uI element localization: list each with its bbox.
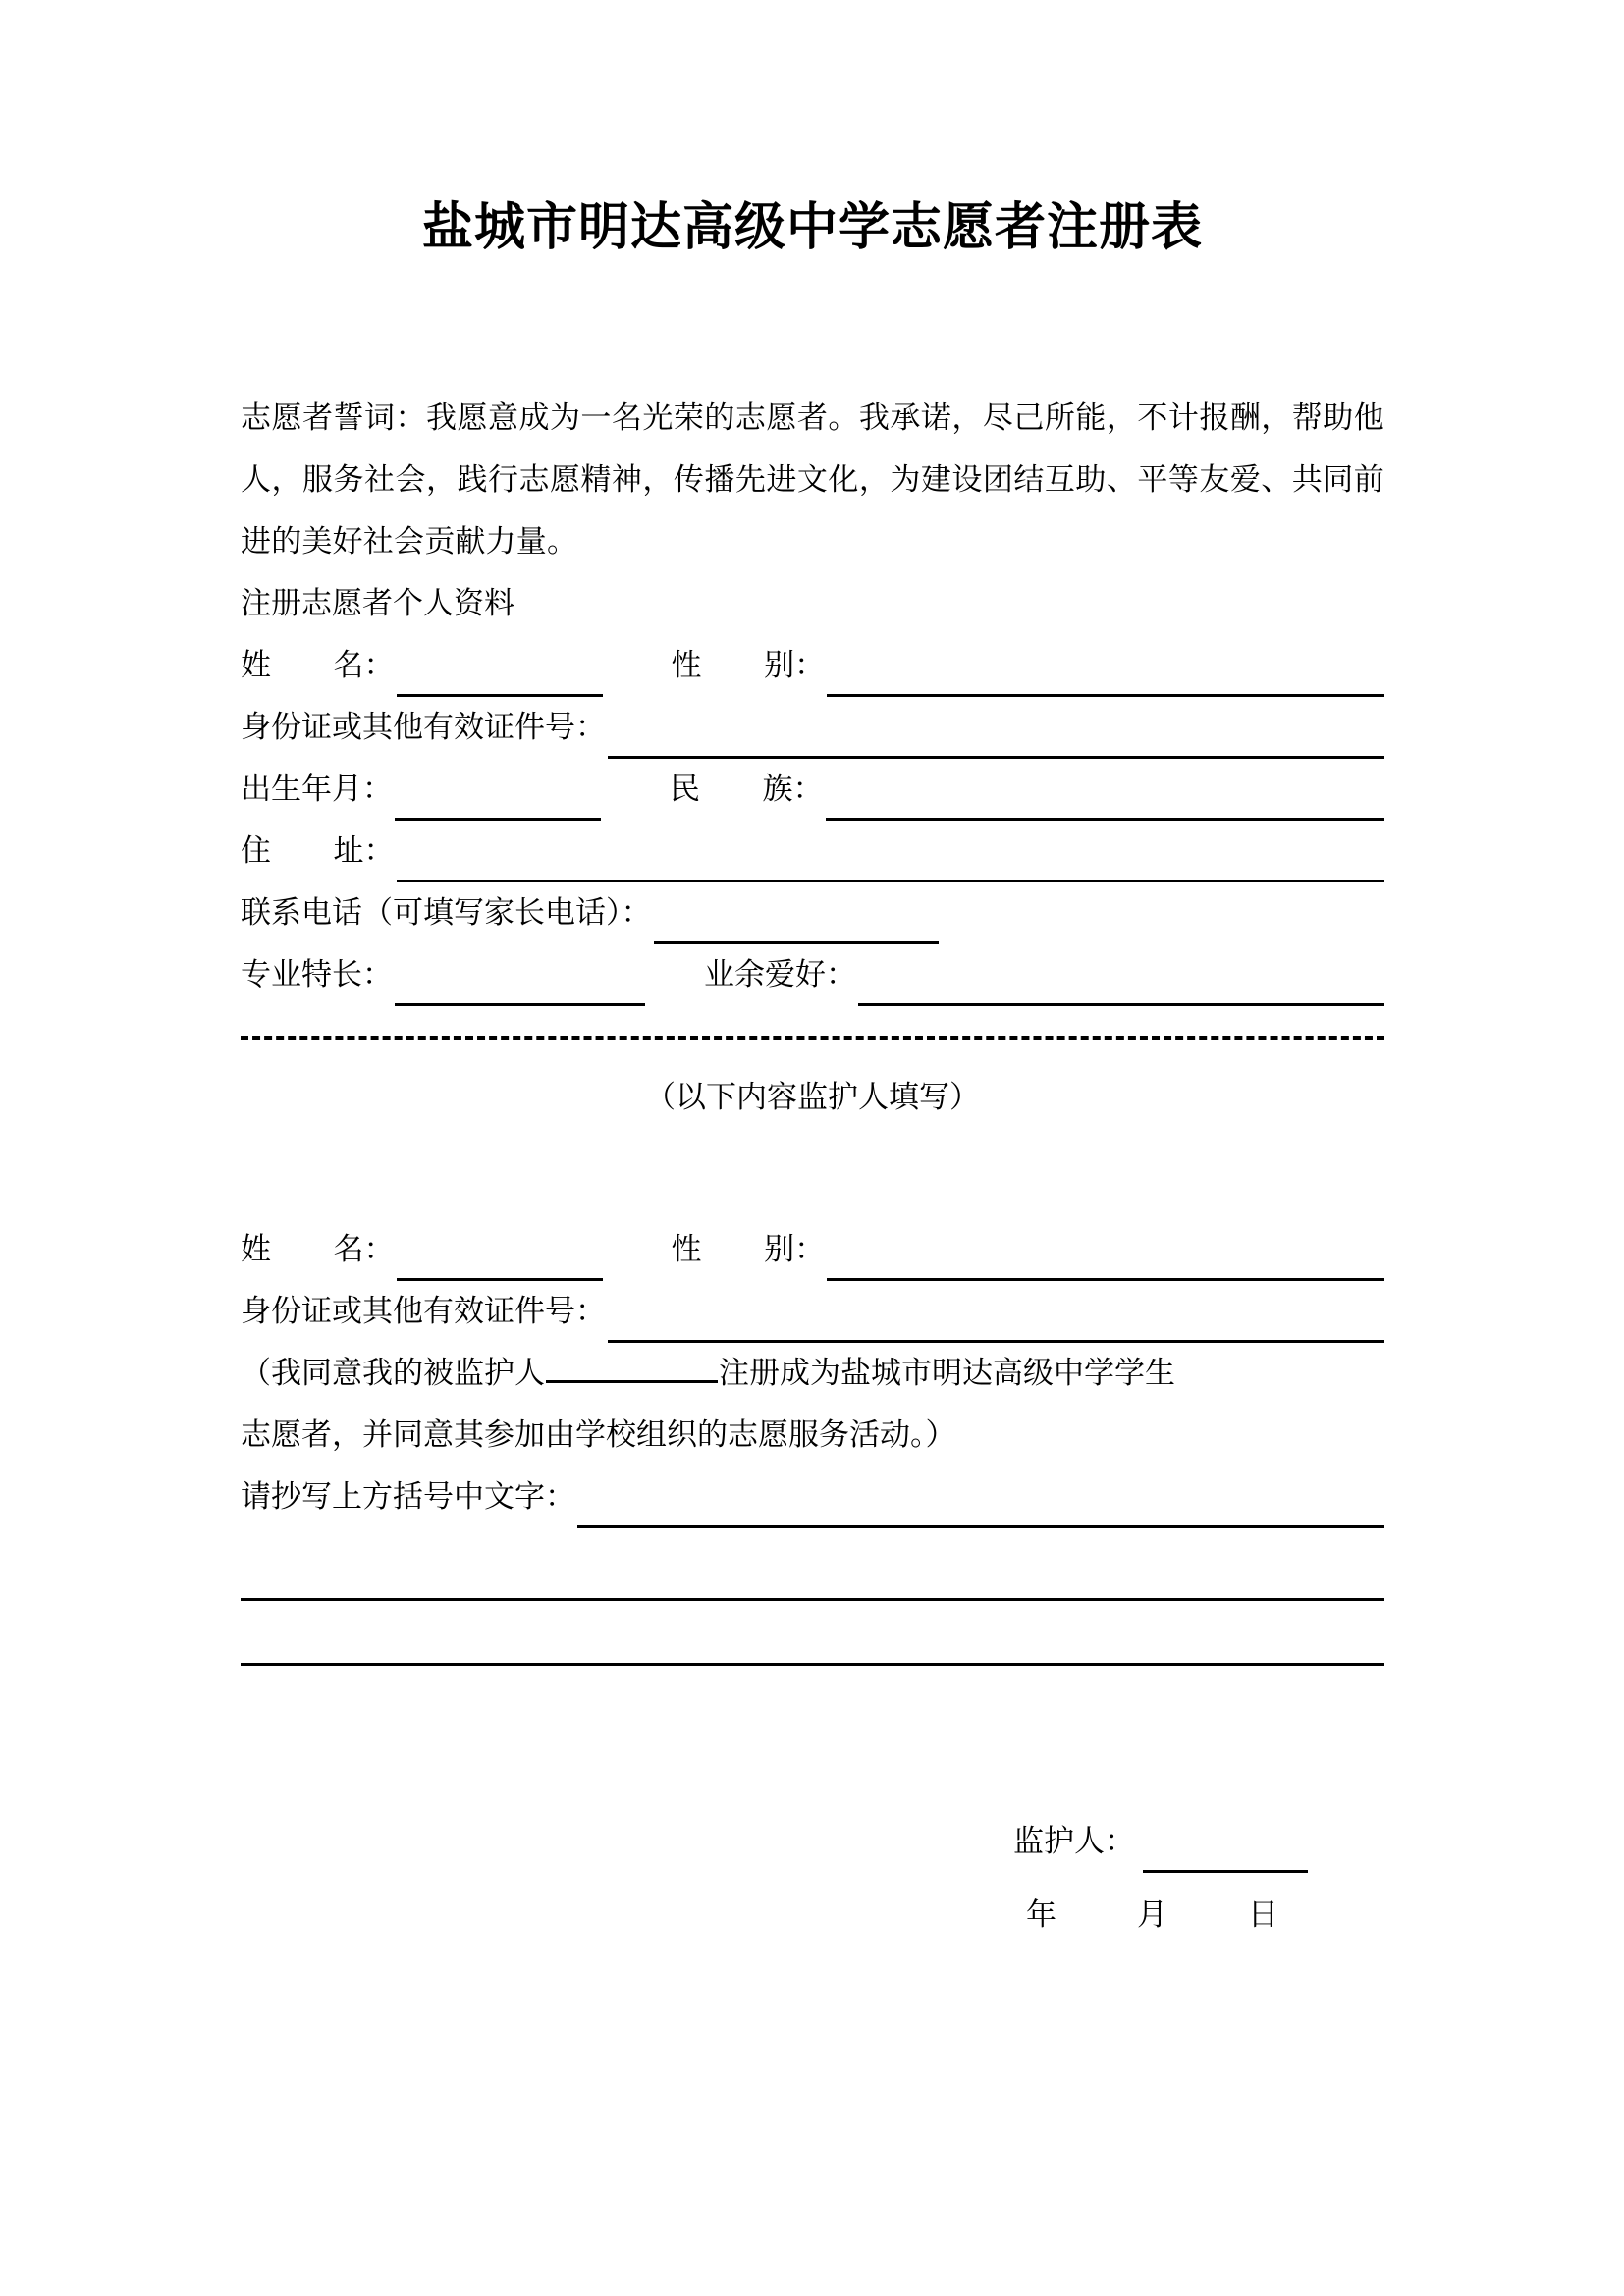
consent-text-part2: 注册成为盐城市明达高级中学学生 bbox=[719, 1356, 1175, 1391]
guardian-field-row-name-gender bbox=[241, 1219, 1384, 1281]
skill-input-line[interactable] bbox=[395, 958, 645, 1006]
field-row-phone bbox=[241, 882, 1384, 944]
signature-date-row bbox=[241, 1885, 1384, 1947]
address-label: 住 址： bbox=[241, 833, 395, 869]
ethnicity-label: 民 族： bbox=[670, 772, 824, 807]
section-divider bbox=[241, 1036, 1384, 1040]
volunteer-pledge-paragraph: 志愿者誓词：我愿意成为一名光荣的志愿者。我承诺，尽己所能，不计报酬，帮助他人，服务社会，践行志愿精神，传播先进文化，为建设团结互助、平等友爱、共同前进的美好社会贡献力量。 bbox=[241, 400, 1384, 560]
field-row-address bbox=[241, 821, 1384, 882]
id-number-label: 身份证或其他有效证件号： bbox=[241, 710, 606, 745]
guardian-name-label: 姓 名： bbox=[241, 1232, 395, 1267]
guardian-section-note: （以下内容监护人填写） bbox=[645, 1080, 980, 1115]
signature-block bbox=[241, 1811, 1384, 1947]
guardian-field-row-id-number bbox=[241, 1281, 1384, 1343]
section-heading-personal-info: 注册志愿者个人资料 bbox=[241, 586, 514, 621]
guardian-signature-input-line[interactable] bbox=[1143, 1825, 1308, 1873]
consent-text-part3: 志愿者，并同意其参加由学校组织的志愿服务活动。） bbox=[241, 1417, 956, 1453]
guardian-signature-row bbox=[241, 1811, 1384, 1873]
phone-label: 联系电话（可填写家长电话）： bbox=[241, 895, 652, 931]
skill-label: 专业特长： bbox=[241, 957, 393, 992]
guardian-id-number-input-line[interactable] bbox=[608, 1295, 1384, 1343]
date-day-label: 日 bbox=[1248, 1897, 1278, 1933]
guardian-consent-paragraph bbox=[241, 1343, 1384, 1405]
transcribe-input-line-1[interactable] bbox=[577, 1480, 1384, 1528]
hobby-label: 业余爱好： bbox=[704, 957, 856, 992]
consent-text-part1: （我同意我的被监护人 bbox=[241, 1356, 545, 1391]
hobby-input-line[interactable] bbox=[858, 958, 1384, 1006]
phone-input-line[interactable] bbox=[654, 896, 939, 944]
address-input-line[interactable] bbox=[397, 834, 1384, 882]
field-row-birth-ethnicity bbox=[241, 759, 1384, 821]
birth-date-input-line[interactable] bbox=[395, 773, 601, 821]
guardian-gender-input-line[interactable] bbox=[827, 1233, 1384, 1281]
gender-label: 性 别： bbox=[671, 648, 826, 683]
id-number-input-line[interactable] bbox=[608, 711, 1384, 759]
field-row-name-gender bbox=[241, 635, 1384, 697]
page-title: 盐城市明达高级中学志愿者注册表 bbox=[421, 198, 1203, 257]
date-month-label: 月 bbox=[1137, 1897, 1167, 1933]
name-label: 姓 名： bbox=[241, 648, 395, 683]
name-input-line[interactable] bbox=[397, 649, 603, 697]
guardian-id-number-label: 身份证或其他有效证件号： bbox=[241, 1294, 606, 1329]
document-content bbox=[241, 0, 1384, 1947]
gender-input-line[interactable] bbox=[827, 649, 1384, 697]
field-row-id-number bbox=[241, 697, 1384, 759]
ethnicity-input-line[interactable] bbox=[826, 773, 1384, 821]
birth-date-label: 出生年月： bbox=[241, 772, 393, 807]
guardian-signature-label: 监护人： bbox=[1013, 1824, 1135, 1859]
transcribe-label: 请抄写上方括号中文字： bbox=[241, 1479, 575, 1515]
ward-name-input-line[interactable] bbox=[546, 1352, 718, 1383]
transcribe-input-line-2[interactable] bbox=[241, 1536, 1384, 1601]
guardian-consent-paragraph-line2 bbox=[241, 1405, 1384, 1467]
guardian-gender-label: 性 别： bbox=[671, 1232, 826, 1267]
field-row-skill-hobby bbox=[241, 944, 1384, 1006]
field-row-transcribe bbox=[241, 1467, 1384, 1528]
date-year-label: 年 bbox=[1026, 1897, 1056, 1933]
guardian-name-input-line[interactable] bbox=[397, 1233, 603, 1281]
transcribe-input-line-3[interactable] bbox=[241, 1601, 1384, 1666]
